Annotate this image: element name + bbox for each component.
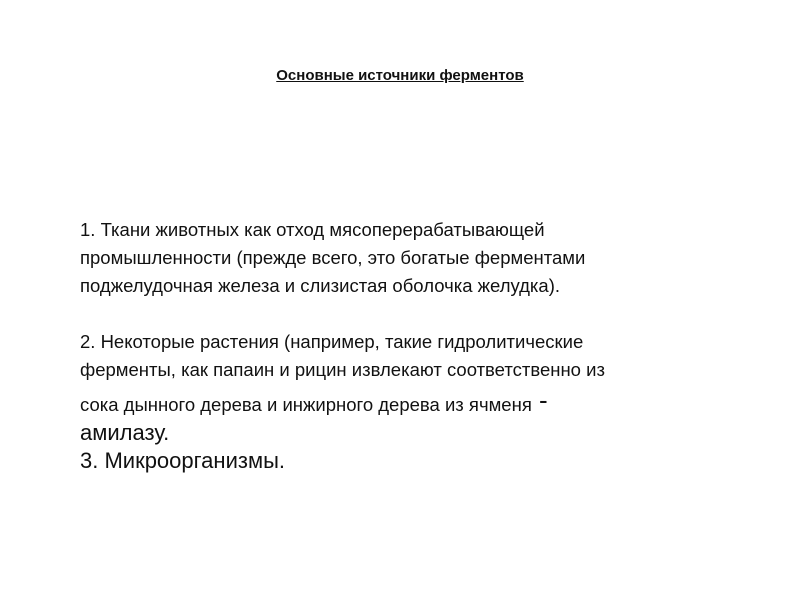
item2-line2: ферменты, как папаин и рицин извлекают соответственно из (80, 359, 605, 380)
item2-line3-wrapper (80, 385, 740, 419)
item2-line1: 2. Некоторые растения (например, такие гидролитические (80, 331, 584, 352)
list-item-animal-tissues (80, 216, 740, 300)
item1-line1: 1. Ткани животных как отход мясоперерабатывающей (80, 219, 545, 240)
item1-line3: поджелудочная железа и слизистая оболочка желудка). (80, 275, 561, 296)
list-item-plants (80, 328, 740, 447)
item1-line2: промышленности (прежде всего, это богатые ферментами (80, 247, 586, 268)
slide-title: Основные источники ферментов (276, 67, 524, 84)
list-item-microorganisms (80, 447, 740, 475)
item3-line1: 3. Микроорганизмы. (80, 448, 285, 473)
item2-dash: - (538, 385, 548, 415)
paragraph-spacer (80, 300, 740, 328)
item2-line4: амилазу. (80, 420, 170, 445)
slide-body (80, 216, 740, 475)
item2-line3: сока дынного дерева и инжирного дерева из ячменя (80, 394, 532, 415)
